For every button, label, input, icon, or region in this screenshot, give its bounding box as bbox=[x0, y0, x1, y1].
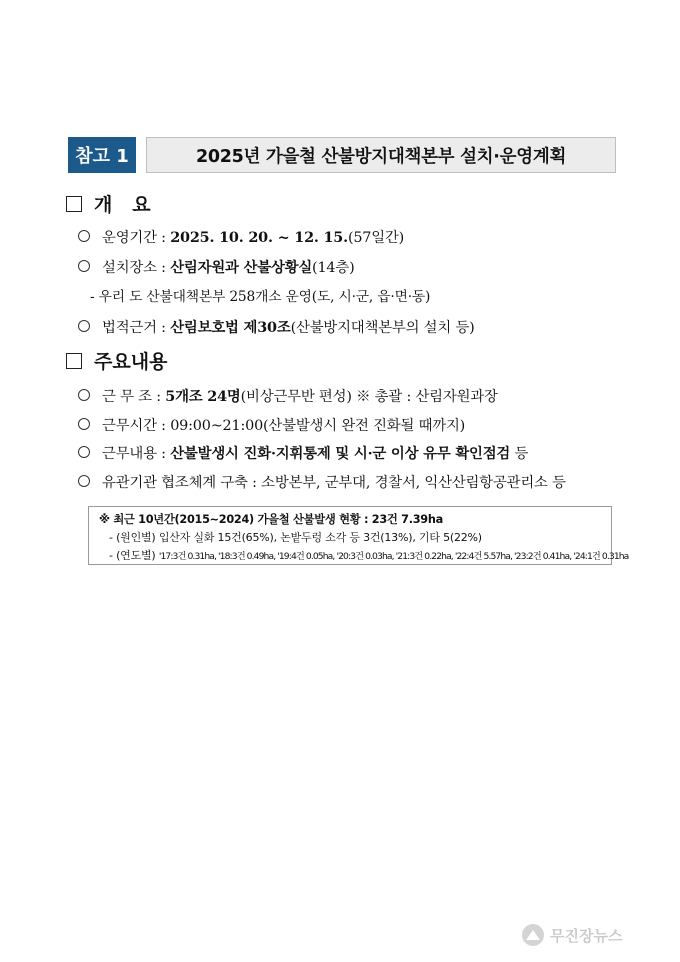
content-item-shifts: 근 무 조 : 5개조 24명(비상근무반 편성) ※ 총괄 : 산림자원과장 bbox=[78, 385, 498, 406]
document-title: 2025년 가을철 산불방지대책본부 설치·운영계획 bbox=[146, 137, 616, 173]
fire-statistics-note bbox=[88, 506, 629, 565]
watermark: 무진장뉴스 bbox=[522, 922, 672, 948]
note-year-line: - (연도별) '17:3건 0.31ha, '18:3건 0.49ha, '19:4건 0.05ha, '20:3건 0.03ha, '21:3건 0.22ha, '22:4건 5.57ha, '23:2건 0.41ha, '24:1건 0.31ha bbox=[109, 549, 629, 562]
content-item-hours: 근무시간 : 09:00~21:00(산불발생시 완전 진화될 때까지) bbox=[78, 414, 465, 435]
note-title: ※ 최근 10년간(2015~2024) 가을철 산불발생 현황 : 23건 7.39ha bbox=[99, 513, 443, 526]
circle-bullet-icon bbox=[78, 389, 90, 401]
overview-item-location: 설치장소 : 산림자원과 산불상황실(14층) bbox=[78, 256, 355, 277]
circle-bullet-icon bbox=[78, 320, 90, 332]
circle-bullet-icon bbox=[78, 418, 90, 430]
reference-header bbox=[68, 137, 616, 173]
section-main-content-heading: 주요내용 bbox=[66, 347, 167, 374]
circle-bullet-icon bbox=[78, 260, 90, 272]
content-item-duties: 근무내용 : 산불발생시 진화·지휘통제 및 시·군 이상 유무 확인점검 등 bbox=[78, 442, 528, 463]
circle-bullet-icon bbox=[78, 475, 90, 487]
section-overview-heading: 개 요 bbox=[66, 190, 151, 217]
circle-bullet-icon bbox=[78, 446, 90, 458]
mountain-logo-icon bbox=[522, 924, 544, 946]
overview-subitem-operation: - 우리 도 산불대책본부 258개소 운영(도, 시·군, 읍·면·동) bbox=[90, 289, 431, 305]
overview-item-legal-basis: 법적근거 : 산림보호법 제30조(산불방지대책본부의 설치 등) bbox=[78, 316, 475, 337]
overview-item-period: 운영기간 : 2025. 10. 20. ~ 12. 15.(57일간) bbox=[78, 226, 404, 247]
checkbox-square-icon bbox=[66, 196, 82, 212]
content-item-cooperation: 유관기관 협조체계 구축 : 소방본부, 군부대, 경찰서, 익산산림항공관리소 등 bbox=[78, 471, 566, 492]
circle-bullet-icon bbox=[78, 230, 90, 242]
checkbox-square-icon bbox=[66, 353, 82, 369]
reference-tag: 참고 1 bbox=[68, 137, 136, 173]
note-cause-line: - (원인별) 입산자 실화 15건(65%), 논밭두렁 소각 등 3건(13%), 기타 5(22%) bbox=[109, 531, 482, 544]
